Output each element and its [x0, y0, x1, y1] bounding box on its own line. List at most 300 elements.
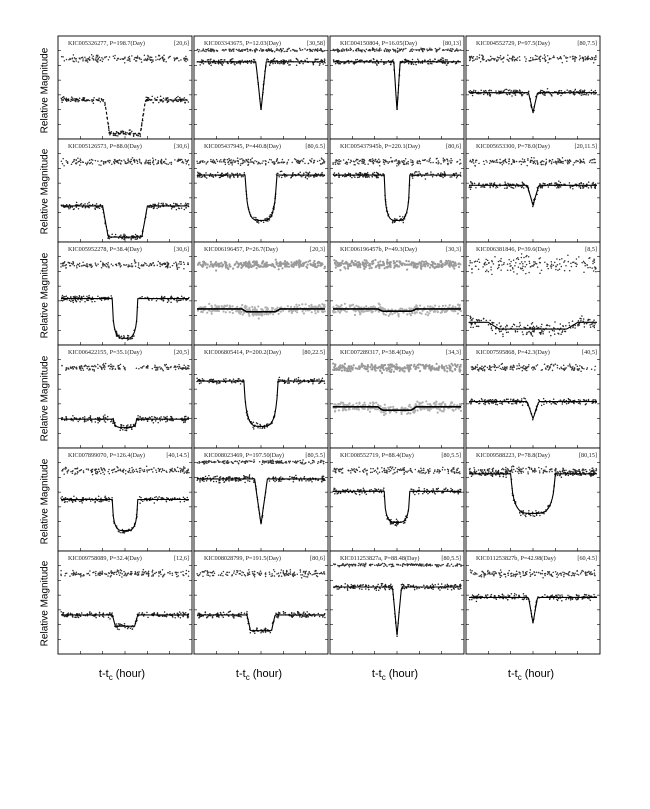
ref-point — [588, 258, 590, 260]
ref-point — [387, 262, 389, 264]
data-point — [477, 326, 479, 328]
data-point — [92, 204, 94, 206]
data-point — [370, 60, 372, 62]
data-point — [572, 327, 574, 329]
ref-point — [363, 161, 365, 163]
ref-point — [136, 159, 138, 161]
data-point — [488, 90, 490, 92]
data-point — [527, 325, 529, 327]
ref-point — [260, 266, 262, 268]
panel-range: [30,3] — [446, 246, 461, 253]
ref-point — [157, 59, 159, 61]
data-point — [94, 301, 96, 303]
ref-point — [447, 48, 449, 50]
ref-point — [251, 266, 253, 268]
ref-point — [97, 61, 99, 63]
data-point — [550, 335, 552, 337]
ref-point — [129, 58, 131, 60]
ref-point — [587, 57, 589, 59]
ref-point — [250, 50, 252, 52]
ref-point — [334, 262, 336, 264]
ref-point — [484, 263, 486, 265]
data-point — [532, 322, 534, 324]
ref-point — [230, 159, 232, 161]
data-point — [489, 95, 491, 97]
ref-point — [512, 267, 514, 269]
ref-point — [369, 263, 371, 265]
data-point — [295, 304, 297, 306]
ref-point — [174, 159, 176, 161]
data-point — [548, 186, 550, 188]
ref-point — [210, 159, 212, 161]
data-point — [344, 176, 346, 178]
data-point — [368, 310, 370, 312]
ref-point — [541, 270, 543, 272]
ref-point — [490, 161, 492, 163]
ref-point — [82, 58, 84, 60]
data-point — [533, 326, 535, 328]
data-point — [184, 209, 186, 211]
data-point — [574, 94, 576, 96]
data-point — [455, 173, 457, 175]
data-point — [292, 173, 294, 175]
data-point — [316, 59, 318, 61]
data-point — [183, 297, 185, 299]
data-point — [357, 59, 359, 61]
ref-point — [67, 162, 69, 164]
ref-point — [204, 50, 206, 52]
ref-point — [384, 163, 386, 165]
ref-point — [219, 263, 221, 265]
ref-point — [456, 48, 458, 50]
data-point — [489, 187, 491, 189]
ref-point — [204, 161, 206, 163]
data-point — [132, 338, 134, 340]
ref-point — [595, 59, 597, 61]
ref-point — [506, 59, 508, 61]
data-point — [565, 325, 567, 327]
ref-point — [546, 159, 548, 161]
data-point — [288, 64, 290, 66]
data-point — [523, 327, 525, 329]
data-point — [278, 313, 280, 315]
data-point — [579, 318, 581, 320]
ref-point — [552, 159, 554, 161]
data-point — [270, 214, 272, 216]
data-point — [163, 97, 165, 99]
ref-point — [99, 60, 101, 62]
data-point — [179, 208, 181, 210]
data-point — [540, 326, 542, 328]
ref-point — [183, 268, 185, 270]
ref-point — [492, 160, 494, 162]
ref-point — [420, 163, 422, 165]
ref-point — [583, 261, 585, 263]
ref-point — [61, 56, 63, 58]
ref-point — [180, 261, 182, 263]
ref-point — [522, 268, 524, 270]
ref-point — [449, 160, 451, 162]
ref-point — [551, 265, 553, 267]
data-point — [164, 296, 166, 298]
data-point — [264, 218, 266, 220]
data-point — [322, 60, 324, 62]
data-point — [504, 181, 506, 183]
data-point — [556, 187, 558, 189]
ref-point — [371, 267, 373, 269]
ref-point — [276, 48, 278, 50]
ref-point — [320, 164, 322, 166]
ref-point — [524, 266, 526, 268]
data-point — [401, 308, 403, 310]
ref-point — [139, 267, 141, 269]
ref-point — [267, 49, 269, 51]
data-point — [79, 97, 81, 99]
ref-point — [65, 160, 67, 162]
data-point — [224, 59, 226, 61]
data-point — [100, 101, 102, 103]
data-point — [532, 335, 534, 337]
data-point — [441, 311, 443, 313]
data-point — [176, 97, 178, 99]
ref-point — [583, 272, 585, 274]
data-point — [251, 313, 253, 315]
ref-point — [458, 266, 460, 268]
data-point — [356, 305, 358, 307]
ref-point — [75, 159, 77, 161]
data-point — [239, 173, 241, 175]
ref-point — [440, 163, 442, 165]
data-point — [522, 331, 524, 333]
ref-point — [555, 266, 557, 268]
ref-point — [448, 264, 450, 266]
ref-point — [276, 263, 278, 265]
ref-point — [408, 163, 410, 165]
ref-point — [561, 258, 563, 260]
data-point — [509, 89, 511, 91]
data-point — [113, 135, 115, 137]
ref-point — [85, 58, 87, 60]
ref-point — [500, 59, 502, 61]
data-point — [307, 178, 309, 180]
ref-point — [116, 160, 118, 162]
data-point — [61, 102, 63, 104]
ref-point — [539, 60, 541, 62]
ref-point — [137, 161, 139, 163]
ref-point — [476, 58, 478, 60]
data-point — [426, 311, 428, 313]
panel-title: KIC005437945b, P=220.1(Day) — [340, 143, 420, 150]
data-point — [471, 91, 473, 93]
ref-point — [571, 266, 573, 268]
data-point — [201, 59, 203, 61]
ref-point — [343, 159, 345, 161]
ref-point — [530, 60, 532, 62]
ref-point — [397, 160, 399, 162]
data-point — [271, 309, 273, 311]
ref-point — [131, 55, 133, 57]
data-point — [303, 173, 305, 175]
light-curve-panel — [194, 139, 328, 242]
data-point — [334, 172, 336, 174]
ref-point — [379, 49, 381, 51]
ref-point — [119, 262, 121, 264]
data-point — [302, 63, 304, 65]
data-point — [277, 62, 279, 64]
data-point — [569, 325, 571, 327]
data-point — [513, 89, 515, 91]
ref-point — [280, 49, 282, 51]
ref-point — [175, 58, 177, 60]
data-point — [445, 59, 447, 61]
ref-point — [173, 263, 175, 265]
ref-point — [109, 162, 111, 164]
ref-point — [335, 164, 337, 166]
data-point — [392, 222, 394, 224]
ref-point — [557, 57, 559, 59]
panel-frame — [466, 36, 600, 139]
ref-point — [62, 56, 64, 58]
data-point — [572, 188, 574, 190]
data-point — [68, 207, 70, 209]
data-point — [493, 322, 495, 324]
data-point — [294, 306, 296, 308]
ref-point — [354, 263, 356, 265]
ref-point — [579, 159, 581, 161]
ref-point — [533, 59, 535, 61]
data-point — [157, 97, 159, 99]
ref-point — [287, 49, 289, 51]
data-point — [554, 321, 556, 323]
ref-point — [476, 160, 478, 162]
data-point — [140, 134, 142, 136]
data-point — [109, 238, 111, 240]
ref-point — [541, 163, 543, 165]
data-point — [79, 295, 81, 297]
ref-point — [547, 268, 549, 270]
ref-point — [436, 162, 438, 164]
data-point — [558, 333, 560, 335]
ref-point — [554, 262, 556, 264]
ref-point — [592, 159, 594, 161]
ref-point — [422, 51, 424, 53]
data-point — [151, 206, 153, 208]
data-point — [417, 59, 419, 61]
ref-point — [402, 162, 404, 164]
data-point — [64, 296, 66, 298]
data-point — [528, 331, 530, 333]
ref-point — [269, 49, 271, 51]
data-point — [519, 322, 521, 324]
data-point — [552, 330, 554, 332]
data-point — [357, 177, 359, 179]
ref-point — [85, 162, 87, 164]
ref-point — [372, 158, 374, 160]
data-point — [491, 183, 493, 185]
ref-point — [69, 262, 71, 264]
ref-point — [213, 263, 215, 265]
ref-point — [158, 160, 160, 162]
ref-point — [536, 55, 538, 57]
ref-point — [443, 157, 445, 159]
ref-point — [507, 54, 509, 56]
data-point — [79, 296, 81, 298]
ref-point — [197, 264, 199, 266]
ref-point — [587, 56, 589, 58]
data-point — [266, 217, 268, 219]
ref-point — [138, 262, 140, 264]
data-point — [305, 309, 307, 311]
data-point — [421, 176, 423, 178]
ref-point — [500, 269, 502, 271]
ref-point — [62, 263, 64, 265]
data-point — [221, 63, 223, 65]
data-point — [202, 176, 204, 178]
data-point — [522, 94, 524, 96]
data-point — [166, 97, 168, 99]
ref-point — [87, 163, 89, 165]
ref-point — [89, 163, 91, 165]
data-point — [321, 303, 323, 305]
ref-point — [119, 159, 121, 161]
ref-point — [219, 161, 221, 163]
ref-point — [260, 48, 262, 50]
ref-point — [250, 159, 252, 161]
ref-point — [584, 262, 586, 264]
ref-point — [526, 264, 528, 266]
ref-point — [100, 164, 102, 166]
data-point — [335, 311, 337, 313]
ref-point — [87, 58, 89, 60]
ref-point — [519, 263, 521, 265]
ref-point — [529, 262, 531, 264]
ref-point — [482, 58, 484, 60]
ref-point — [418, 50, 420, 52]
data-point — [437, 173, 439, 175]
ref-point — [421, 49, 423, 51]
data-point — [229, 177, 231, 179]
data-point — [299, 172, 301, 174]
ref-point — [374, 50, 376, 52]
data-point — [396, 219, 398, 221]
ref-point — [309, 260, 311, 262]
ref-point — [124, 62, 126, 64]
ref-point — [236, 49, 238, 51]
ref-point — [299, 48, 301, 50]
ref-point — [135, 57, 137, 59]
data-point — [560, 323, 562, 325]
data-point — [446, 59, 448, 61]
ref-point — [100, 261, 102, 263]
data-point — [412, 59, 414, 61]
ref-point — [262, 260, 264, 262]
data-point — [445, 305, 447, 307]
data-point — [592, 325, 594, 327]
data-point — [584, 323, 586, 325]
ref-point — [70, 58, 72, 60]
data-point — [493, 186, 495, 188]
data-point — [496, 324, 498, 326]
ref-point — [324, 161, 326, 163]
ref-point — [513, 259, 515, 261]
ref-point — [92, 163, 94, 165]
data-point — [574, 327, 576, 329]
ref-point — [272, 50, 274, 52]
ref-point — [387, 162, 389, 164]
ref-point — [210, 48, 212, 50]
ref-point — [417, 49, 419, 51]
ref-point — [371, 261, 373, 263]
ref-point — [138, 267, 140, 269]
data-point — [491, 328, 493, 330]
data-point — [456, 177, 458, 179]
ref-point — [130, 161, 132, 163]
ref-point — [523, 257, 525, 259]
data-point — [406, 313, 408, 315]
data-point — [168, 101, 170, 103]
data-point — [560, 182, 562, 184]
data-point — [434, 311, 436, 313]
ref-point — [413, 266, 415, 268]
ref-point — [332, 162, 334, 164]
data-point — [415, 171, 417, 173]
ref-point — [160, 264, 162, 266]
data-point — [489, 183, 491, 185]
ref-point — [240, 50, 242, 52]
data-point — [123, 233, 125, 235]
ref-point — [423, 261, 425, 263]
panel-title: KIC005126573, P=88.0(Day) — [68, 143, 142, 150]
data-point — [442, 173, 444, 175]
data-point — [530, 327, 532, 329]
data-point — [547, 88, 549, 90]
ref-point — [517, 257, 519, 259]
data-point — [210, 58, 212, 60]
ref-point — [392, 49, 394, 51]
data-point — [437, 311, 439, 313]
ref-point — [247, 266, 249, 268]
data-point — [269, 64, 271, 66]
ref-point — [111, 163, 113, 165]
ref-point — [478, 269, 480, 271]
ref-point — [395, 265, 397, 267]
data-point — [420, 62, 422, 64]
ref-point — [376, 48, 378, 50]
ref-point — [412, 160, 414, 162]
ref-point — [152, 162, 154, 164]
ref-point — [188, 164, 190, 166]
ref-point — [337, 50, 339, 52]
ref-point — [317, 50, 319, 52]
data-point — [181, 207, 183, 209]
ref-point — [181, 162, 183, 164]
ref-point — [386, 49, 388, 51]
ref-point — [360, 49, 362, 51]
ref-point — [210, 161, 212, 163]
data-point — [301, 310, 303, 312]
ref-point — [529, 60, 531, 62]
data-point — [124, 336, 126, 338]
ref-point — [566, 61, 568, 63]
data-point — [412, 177, 414, 179]
ref-point — [426, 160, 428, 162]
ref-point — [496, 60, 498, 62]
data-point — [332, 310, 334, 312]
ref-point — [278, 268, 280, 270]
ref-point — [593, 270, 595, 272]
data-point — [546, 324, 548, 326]
data-point — [221, 305, 223, 307]
